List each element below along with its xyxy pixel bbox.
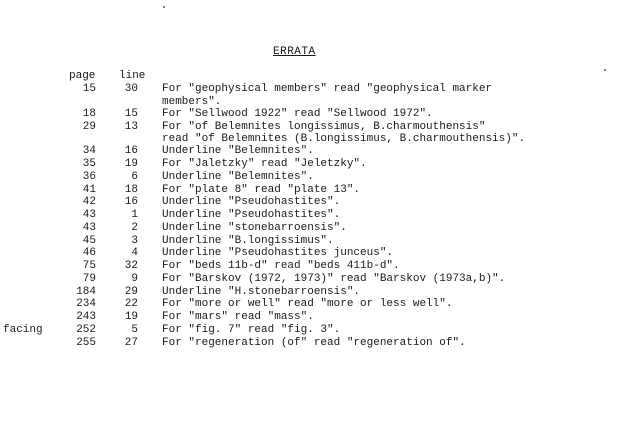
page-number: 234 — [76, 298, 96, 311]
correction-text: For "Jaletzky" read "Jeletzky". — [162, 158, 367, 170]
errata-row — [0, 133, 640, 145]
line-number: 5 — [131, 323, 138, 336]
correction-text: For "geophysical members" read "geophysical marker — [162, 83, 493, 95]
errata-row — [0, 209, 640, 222]
line-number: 22 — [124, 298, 138, 311]
line-number: 3 — [131, 234, 138, 247]
errata-row — [0, 171, 640, 184]
page-number: 41 — [82, 183, 96, 196]
correction-text: Underline "Belemnites". — [162, 145, 314, 158]
errata-row — [0, 235, 640, 248]
correction-text: Underline "Pseudohastites junceus". — [162, 247, 394, 260]
page-number: 34 — [82, 145, 96, 158]
errata-row — [0, 108, 640, 121]
line-number: 4 — [131, 247, 138, 260]
page-number: 42 — [82, 196, 96, 209]
correction-text: Underline "Pseudohastites". — [162, 209, 341, 221]
line-number: 16 — [124, 145, 138, 158]
errata-row — [0, 286, 640, 299]
errata-row — [0, 298, 640, 311]
correction-text: Underline "H.stonebarroensis". — [162, 285, 361, 298]
page-number: 35 — [82, 158, 96, 170]
correction-text: Underline "Belemnites". — [162, 170, 314, 183]
errata-list — [0, 83, 640, 349]
errata-row — [0, 96, 640, 108]
errata-row — [0, 121, 640, 134]
errata-row — [0, 311, 640, 324]
line-number: 19 — [124, 158, 138, 170]
page-number: 252 — [76, 323, 96, 336]
page-number: 46 — [82, 247, 96, 260]
page-number: 43 — [82, 209, 96, 221]
errata-row — [0, 158, 640, 171]
page-number: 79 — [82, 272, 96, 285]
page-number: 184 — [76, 285, 96, 298]
correction-text: Underline "stonebarroensis". — [162, 221, 347, 234]
errata-row — [0, 83, 640, 96]
errata-row — [0, 145, 640, 158]
correction-text: For "of Belemnites longissimus, B.charmouthensis" — [162, 120, 486, 133]
line-number: 9 — [131, 272, 138, 285]
line-number: 16 — [124, 196, 138, 209]
correction-text: read "of Belemnites (B.longissimus, B.charmouthensis)". — [162, 133, 526, 146]
line-number: 2 — [131, 221, 138, 234]
line-number: 32 — [124, 260, 138, 272]
errata-row — [0, 260, 640, 273]
line-number: 19 — [124, 311, 138, 323]
line-number: 18 — [124, 183, 138, 196]
correction-text: members". — [162, 95, 222, 108]
correction-text: Underline "Pseudohastites". — [162, 196, 341, 209]
correction-text: For "fig. 7" read "fig. 3". — [162, 323, 341, 336]
line-number: 29 — [124, 285, 138, 298]
correction-text: For "plate 8" read "plate 13". — [162, 183, 361, 196]
errata-title: ERRATA — [273, 46, 316, 58]
scan-speck — [163, 6, 165, 8]
errata-row — [0, 247, 640, 260]
errata-row — [0, 273, 640, 286]
errata-row — [0, 337, 640, 350]
correction-text: For "beds 11b-d" read "beds 411b-d". — [162, 260, 400, 272]
page-number: 255 — [76, 336, 96, 349]
errata-row — [0, 324, 640, 337]
errata-row — [0, 222, 640, 235]
errata-row — [0, 196, 640, 209]
correction-text: Underline "B.longissimus". — [162, 234, 334, 247]
line-number: 13 — [124, 120, 138, 133]
page-number: 43 — [82, 221, 96, 234]
scan-speck — [604, 69, 606, 71]
page-column-header: page — [69, 70, 96, 82]
page-number: 18 — [82, 107, 96, 120]
page-number: 45 — [82, 234, 96, 247]
page-number: 243 — [76, 311, 96, 323]
correction-text: For "more or well" read "more or less well". — [162, 298, 453, 311]
facing-label: facing — [3, 323, 43, 336]
page-number: 15 — [82, 83, 96, 95]
line-number: 6 — [131, 170, 138, 183]
line-number: 1 — [131, 209, 138, 221]
page-number: 29 — [82, 120, 96, 133]
errata-row — [0, 184, 640, 197]
correction-text: For "Barskov (1972, 1973)" read "Barskov (1973a,b)". — [162, 272, 506, 285]
correction-text: For "Sellwood 1922" read "Sellwood 1972". — [162, 107, 433, 120]
page-number: 75 — [82, 260, 96, 272]
line-number: 15 — [124, 107, 138, 120]
page-number: 36 — [82, 170, 96, 183]
correction-text: For "mars" read "mass". — [162, 311, 314, 323]
line-column-header: line — [119, 70, 146, 82]
line-number: 30 — [124, 83, 138, 95]
line-number: 27 — [124, 336, 138, 349]
correction-text: For "regeneration (of" read "regeneration of". — [162, 336, 466, 349]
